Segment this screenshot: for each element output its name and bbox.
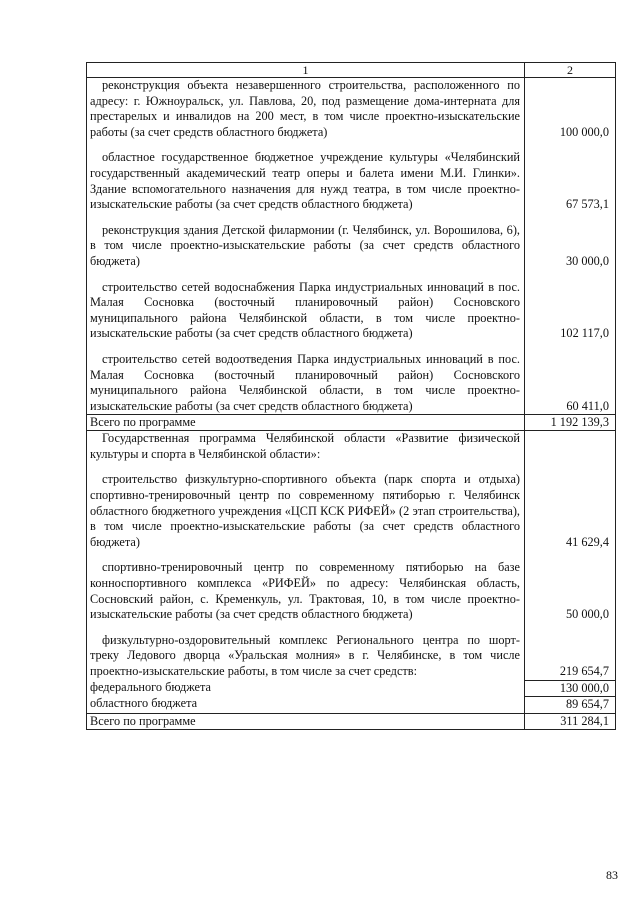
header-col-2: 2: [567, 63, 573, 77]
row-value-cell: [525, 462, 615, 550]
table-row: [87, 270, 615, 342]
row-description: строительство физкультурно-спортивного объекта (парк спорта и отдыха) спортивно-тренировочный центр по современному пятиборью г. Челябинск областного бюджетного учреждения «ЦСП КСК РИФЕЙ» (2 этап строительства), в том числе проектно-изыскательские работы (за счет средств областного бюджета): [87, 462, 525, 550]
table-header: [87, 63, 615, 78]
program-title: Государственная программа Челябинской области «Развитие физической культуры и спорта в Челябинской области»:: [87, 431, 525, 462]
row-value-cell: [525, 140, 615, 212]
program-title-row: [87, 431, 615, 462]
row-value: 41 629,4: [565, 534, 609, 549]
funding-sub-row: [87, 696, 615, 713]
sub-label: областного бюджета: [87, 696, 525, 713]
table-row: [87, 78, 615, 140]
row-description: строительство сетей водоснабжения Парка индустриальных инноваций в пос. Малая Сосновка (восточный планировочный район) Сосновского муниципального района Челябинской области, в том числе проектно-изыскательские работы (за счет средств областного бюджета): [87, 270, 525, 342]
row-value: 102 117,0: [560, 326, 609, 341]
total-label: Всего по программе: [87, 714, 525, 729]
row-description: строительство сетей водоотведения Парка индустриальных инноваций в пос. Малая Сосновка (восточный планировочный район) Сосновского муниципального района Челябинской области, в том числе проектно-изыскательские работы (за счет средств областного бюджета): [87, 342, 525, 414]
program-total-row: [87, 414, 615, 431]
table-row: [87, 623, 615, 680]
row-value: 30 000,0: [565, 253, 609, 268]
budget-table: [86, 62, 616, 730]
total-value: 1 192 139,3: [550, 415, 609, 430]
row-value: 219 654,7: [559, 664, 609, 678]
row-description: спортивно-тренировочный центр по современному пятиборью на базе конноспортивного комплекса «РИФЕЙ» по адресу: Челябинская область, Сосновский район, с. Кременкуль, ул. Трактовая, 10, в том числе проектно-изыскательские работы (за счет средств областного бюджета): [87, 550, 525, 622]
row-value-cell: [525, 623, 615, 680]
table-row: [87, 213, 615, 270]
funding-sub-row: [87, 680, 615, 697]
row-value-cell: [525, 550, 615, 622]
row-value-cell: [525, 78, 615, 140]
row-description: реконструкция здания Детской филармонии (г. Челябинск, ул. Ворошилова, 6), в том числе проектно-изыскательские работы (за счет средств областного бюджета): [87, 213, 525, 270]
row-description: областное государственное бюджетное учреждение культуры «Челябинский государственный академический театр оперы и балета имени М.И. Глинки». Здание вспомогательного назначения для нужд театра, в том числе проектно-изыскательские работы (за счет средств областного бюджета): [87, 140, 525, 212]
sub-value: 89 654,7: [525, 696, 615, 713]
header-col-1: 1: [87, 63, 525, 77]
row-description: реконструкция объекта незавершенного строительства, расположенного по адресу: г. Южноуральск, ул. Павлова, 20, под размещение дома-интерната для престарелых и инвалидов на 200 мест, в том числе проектно-изыскательские работы (за счет средств областного бюджета): [87, 78, 525, 140]
row-value-cell: [525, 270, 615, 342]
row-value-cell: [525, 342, 615, 414]
table-row: [87, 342, 615, 414]
table-row: [87, 550, 615, 622]
page-number: 83: [606, 868, 618, 882]
row-value: 100 000,0: [559, 124, 609, 139]
table-row: [87, 140, 615, 212]
row-value: 60 411,0: [566, 398, 609, 413]
row-value: 67 573,1: [565, 197, 609, 212]
total-value: 311 284,1: [560, 713, 609, 728]
program-total-row: [87, 713, 615, 729]
row-value-cell: [525, 213, 615, 270]
total-label: Всего по программе: [87, 415, 525, 430]
row-description: физкультурно-оздоровительный комплекс Регионального центра по шорт-треку Ледового дворца «Уральская молния» в г. Челябинске, в том числе проектно-изыскательские работы, в том числе за счет средств:: [87, 623, 525, 680]
empty-cell: [525, 431, 615, 462]
row-value: 50 000,0: [565, 607, 609, 622]
sub-value: 130 000,0: [525, 680, 615, 697]
sub-label: федерального бюджета: [87, 680, 525, 697]
table-row: [87, 462, 615, 550]
